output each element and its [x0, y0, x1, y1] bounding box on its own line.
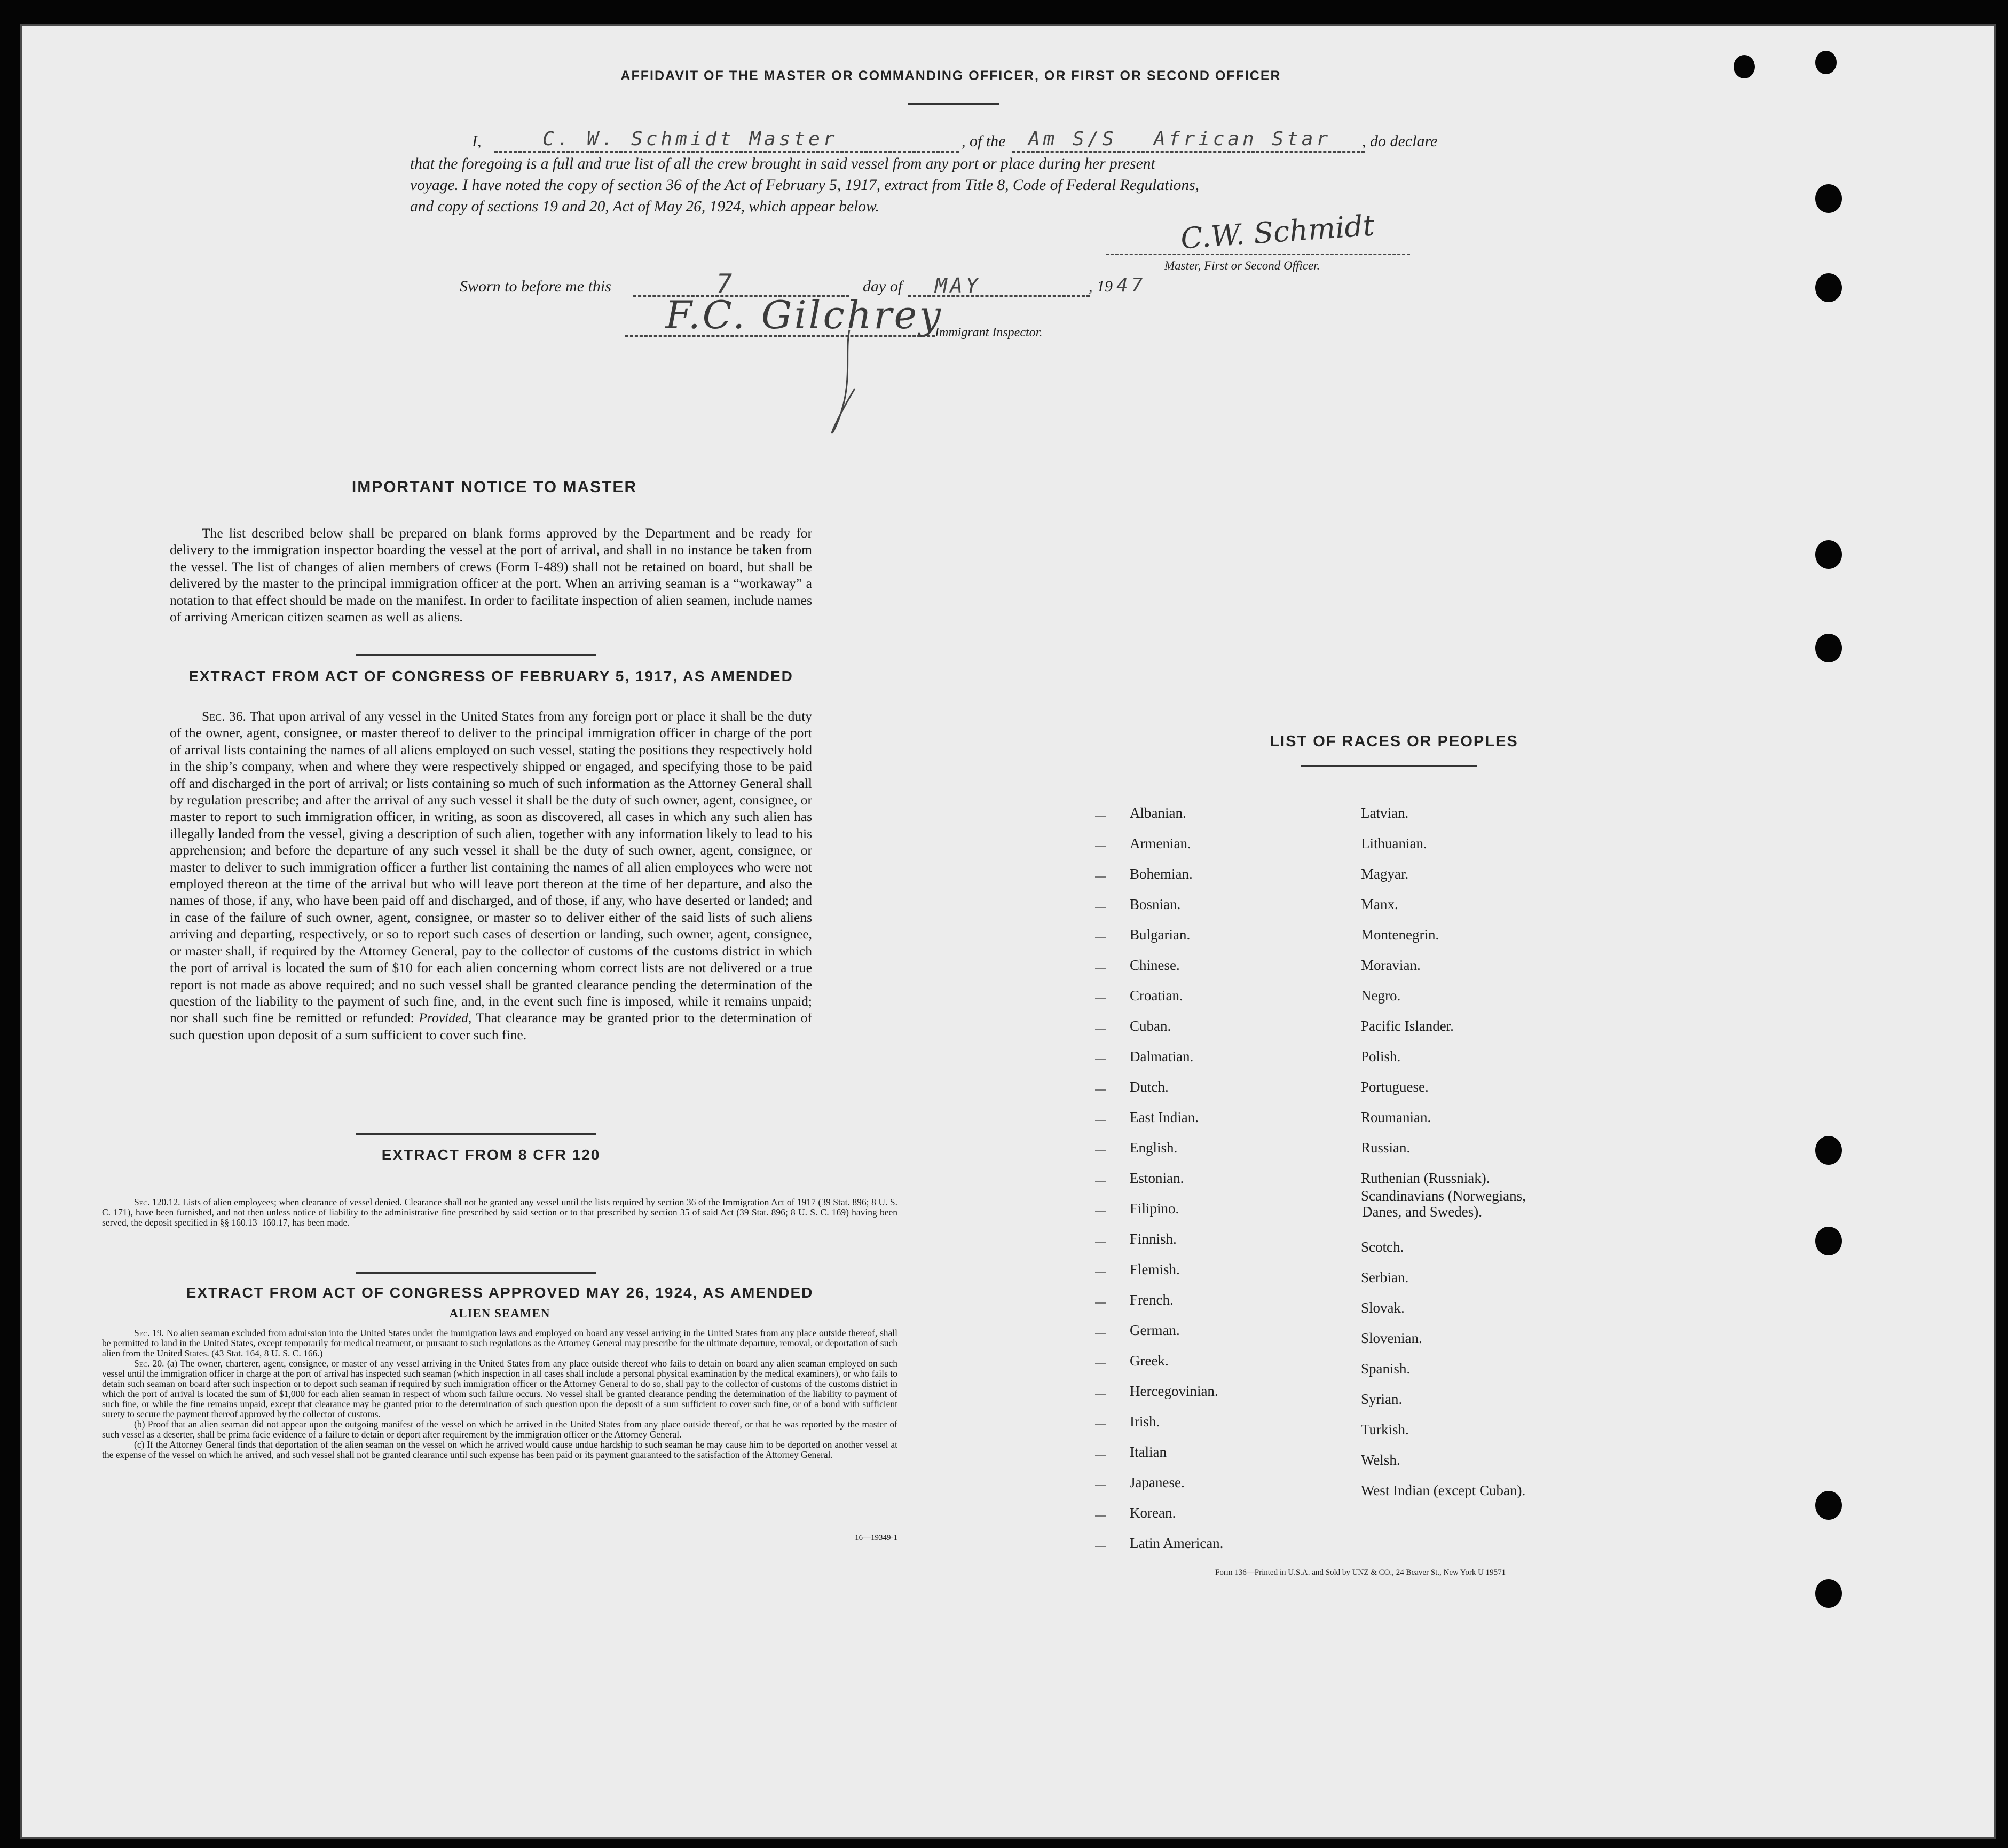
- race-left-item: English.: [1130, 1140, 1178, 1156]
- notice-paragraph: The list described below shall be prepared on blank forms approved by the Department and be ready for delivery to the immigration inspector boarding the vessel at the port of arrival, and shall in no instance be taken from the vessel. The list of changes of alien members of crews (Form I-489) shall not be retained on board, but shall be delivered by the master to the principal immigration officer at the port. When an arriving seaman is a “workaway” a notation to that effect should be made on the manifest. In order to facilitate inspection of alien seamen, include names of arriving American citizen seamen as well as aliens.: [170, 525, 812, 625]
- sec-20-label: Sec. 20.: [134, 1358, 164, 1369]
- race-right-item: Manx.: [1361, 896, 1398, 912]
- race-right-item: Negro.: [1361, 988, 1401, 1004]
- race-right-item: Russian.: [1361, 1140, 1411, 1156]
- margin-dash: [1095, 907, 1106, 908]
- race-right-item: Latvian.: [1361, 805, 1409, 821]
- punch-hole: [1815, 1579, 1842, 1608]
- notice-title: IMPORTANT NOTICE TO MASTER: [351, 478, 637, 496]
- race-right-item: Portuguese.: [1361, 1079, 1429, 1095]
- sec-19-label: Sec. 19.: [134, 1328, 164, 1338]
- inspector-signature-line: [625, 335, 935, 337]
- race-right-item: Polish.: [1361, 1048, 1401, 1064]
- race-left-item: Bosnian.: [1130, 896, 1181, 912]
- race-right-item: Lithuanian.: [1361, 835, 1427, 851]
- race-left-item: Hercegovinian.: [1130, 1383, 1218, 1399]
- vessel-name-handwritten: African Star: [1154, 128, 1332, 150]
- race-left-item: Albanian.: [1130, 805, 1186, 821]
- provided-word: Provided,: [419, 1010, 472, 1026]
- master-signature-line: [1106, 254, 1410, 255]
- vessel-name-line: [1012, 151, 1365, 153]
- extract-1917-divider: [356, 1133, 596, 1135]
- race-left-item: Dalmatian.: [1130, 1048, 1194, 1064]
- race-right-item: Pacific Islander.: [1361, 1018, 1454, 1034]
- cfr-title: EXTRACT FROM 8 CFR 120: [381, 1147, 601, 1163]
- margin-dash: [1095, 1515, 1106, 1517]
- margin-dash: [1095, 1333, 1106, 1334]
- race-left-item: Croatian.: [1130, 988, 1183, 1004]
- of-the-label: , of the: [962, 132, 1006, 150]
- year-prefix: , 19: [1089, 278, 1113, 295]
- sec-20c-paragraph: (c) If the Attorney General finds that deportation of the alien seaman on the vessel on which he arrived would cause undue hardship to such seaman he may cause him to be deported on another vessel at the expense of the vessel on which he arrived, and such vessel shall not be granted clearance until such expense has been paid or its payment guaranteed to the satisfaction of the Attorney General.: [102, 1439, 897, 1460]
- race-right-item: Magyar.: [1361, 866, 1409, 882]
- races-divider: [1301, 765, 1477, 767]
- margin-dash: [1095, 846, 1106, 847]
- title-divider: [908, 103, 999, 105]
- race-right-item: Danes, and Swedes).: [1362, 1204, 1482, 1220]
- form-code: 16—19349-1: [855, 1534, 897, 1542]
- race-left-item: Estonian.: [1130, 1170, 1184, 1186]
- sec-36-label: Sec. 36.: [202, 708, 246, 724]
- punch-hole: [1734, 55, 1755, 78]
- race-right-item: West Indian (except Cuban).: [1361, 1482, 1526, 1498]
- race-left-item: Bulgarian.: [1130, 927, 1191, 943]
- race-left-item: Irish.: [1130, 1413, 1160, 1430]
- race-right-item: Moravian.: [1361, 957, 1421, 973]
- punch-hole: [1815, 1136, 1842, 1165]
- margin-dash: [1095, 1150, 1106, 1151]
- notice-divider: [356, 654, 596, 656]
- extract-1917-title: EXTRACT FROM ACT OF CONGRESS OF FEBRUARY 5, 1917, AS AMENDED: [188, 668, 793, 684]
- vessel-prefix-handwritten: Am S/S: [1028, 128, 1117, 150]
- do-declare-label: , do declare: [1362, 132, 1438, 150]
- margin-dash: [1095, 1546, 1106, 1547]
- race-right-item: Montenegrin.: [1361, 927, 1439, 943]
- sworn-label: Sworn to before me this: [460, 278, 611, 295]
- margin-dash: [1095, 1181, 1106, 1182]
- punch-hole: [1815, 1227, 1842, 1255]
- race-left-item: Korean.: [1130, 1505, 1176, 1521]
- race-left-item: Finnish.: [1130, 1231, 1177, 1247]
- margin-dash: [1095, 1120, 1106, 1121]
- margin-dash: [1095, 1272, 1106, 1273]
- race-left-item: Japanese.: [1130, 1474, 1185, 1490]
- race-left-item: East Indian.: [1130, 1109, 1199, 1125]
- master-name-line: [494, 151, 959, 153]
- alien-seamen-subtitle: ALIEN SEAMEN: [449, 1307, 550, 1320]
- punch-hole: [1815, 273, 1842, 302]
- cfr-sec-label: Sec. 120.12.: [134, 1197, 180, 1207]
- cfr-text: [102, 1197, 897, 1228]
- races-title: LIST OF RACES OR PEOPLES: [1270, 733, 1518, 750]
- extract-1917-text: [170, 708, 812, 1043]
- margin-dash: [1095, 1089, 1106, 1091]
- punch-hole: [1815, 540, 1842, 569]
- margin-dash: [1095, 968, 1106, 969]
- master-caption: Master, First or Second Officer.: [1164, 259, 1320, 272]
- punch-hole: [1815, 634, 1842, 662]
- document-page: [20, 24, 1996, 1839]
- cfr-divider: [356, 1272, 596, 1274]
- race-right-item: Welsh.: [1361, 1452, 1400, 1468]
- margin-dash: [1095, 876, 1106, 878]
- race-right-item: Syrian.: [1361, 1391, 1403, 1407]
- margin-dash: [1095, 937, 1106, 938]
- sec-36-body: That upon arrival of any vessel in the United States from any foreign port or place it shall be the duty of the owner, agent, consignee, or master thereof to deliver to the principal immigration officer in charge of the port of arrival lists containing the names of all aliens employed on such vessel, stating the positions they respectively hold in the ship’s company, when and where they were respectively shipped or engaged, and specifying those to be paid off and discharged in the port of arrival; or lists containing so much of such information as the Attorney General shall by regulation prescribe; and after the arrival of any such vessel it shall be the duty of such owner, agent, consignee, or master to report to such immigration officer, in writing, as soon as discovered, all cases in which any such alien has illegally landed from the vessel, giving a description of such alien, together with any information likely to lead to his apprehension; and before the departure of any such vessel it shall be the duty of such owner, agent, consignee, or master to deliver to such immigration officer a further list containing the names of all alien employees who were not employed thereon at the time of the arrival but who will leave port thereon at the time of her departure, and also the names of those, if any, who have been paid off and discharged, and of those, if any, who have deserted or landed; and in case of the failure of such owner, agent, consignee, or master so to deliver either of the said lists of such aliens arriving and departing, respectively, or so to report such cases of desertion or landing, such owner, agent, consignee, or master shall, if required by the Attorney General, pay to the collector of customs of the customs district in which the port of arrival is located the sum of $10 for each alien concerning whom correct lists are not delivered or a true report is not made as above required; and no such vessel shall be granted clearance pending the determination of the question of the liability to the payment of such fine, and, in the event such fine is imposed, while it remains unpaid; nor shall such fine be remitted or refunded:: [170, 708, 813, 1026]
- race-left-item: Latin American.: [1130, 1535, 1224, 1551]
- margin-dash: [1095, 1485, 1106, 1486]
- race-left-item: Greek.: [1130, 1353, 1169, 1369]
- race-left-item: Armenian.: [1130, 835, 1191, 851]
- inspector-caption: Immigrant Inspector.: [935, 326, 1043, 339]
- master-name-handwritten: C. W. Schmidt Master: [542, 128, 838, 150]
- race-left-item: Italian: [1130, 1444, 1167, 1460]
- master-signature: C.W. Schmidt: [1179, 208, 1376, 256]
- sec-19-body: No alien seaman excluded from admission into the United States under the immigration laws and employed on board any vessel arriving in the United States from any place outside thereof, shall be permitted to land in the United States, except temporarily for medical treatment, or pursuant to such regulations as the Attorney General may prescribe for the ultimate departure, removal, or deportation of such alien from the United States. (43 Stat. 164, 8 U. S. C. 166.): [102, 1328, 898, 1359]
- race-right-item: Spanish.: [1361, 1361, 1411, 1377]
- margin-dash: [1095, 1363, 1106, 1364]
- sec-20b-paragraph: (b) Proof that an alien seaman did not appear upon the outgoing manifest of the vessel on which he arrived in the United States from any place outside thereof, or that he was reported by the master of such vessel as a deserter, shall be prima facie evidence of a failure to detain or deport after requirement by the immigration officer or the Attorney General.: [102, 1419, 897, 1440]
- margin-dash: [1095, 816, 1106, 817]
- race-right-item: Slovak.: [1361, 1300, 1405, 1316]
- margin-dash: [1095, 1424, 1106, 1425]
- race-left-item: Cuban.: [1130, 1018, 1171, 1034]
- sec-36-body-end: That clearance may be granted prior to the determination of such question upon deposit of a sum sufficient to cover such fine.: [170, 1010, 812, 1043]
- race-left-item: German.: [1130, 1322, 1180, 1338]
- margin-dash: [1095, 1394, 1106, 1395]
- race-right-item: Roumanian.: [1361, 1109, 1431, 1125]
- cfr-sec-body: Lists of alien employees; when clearance of vessel denied. Clearance shall not be granted any vessel until the lists required by section 36 of the Immigration Act of 1917 (39 Stat. 896; 8 U. S. C. 171), have been furnished, and not then unless notice of liability to the administrative fine prescribed by said section or to that prescribed by section 35 of said Act (39 Stat. 896; 8 U. S. C. 169) having been served, the deposit specified in §§ 160.13–160.17, has been made.: [102, 1197, 898, 1228]
- margin-dash: [1095, 1455, 1106, 1456]
- race-right-item: Turkish.: [1361, 1421, 1409, 1438]
- margin-dash: [1095, 1029, 1106, 1030]
- extract-1924-text: [102, 1328, 897, 1460]
- sec-19-paragraph: [102, 1328, 897, 1359]
- race-right-item: Scotch.: [1361, 1239, 1404, 1255]
- i-label: I,: [472, 132, 482, 150]
- race-right-item: Serbian.: [1361, 1269, 1409, 1285]
- margin-dash: [1095, 998, 1106, 999]
- form-footer: Form 136—Printed in U.S.A. and Sold by UNZ & CO., 24 Beaver St., New York U 19571: [1215, 1568, 1506, 1577]
- sworn-month-handwritten: MAY: [935, 274, 981, 297]
- punch-hole: [1815, 1491, 1842, 1520]
- race-left-item: Flemish.: [1130, 1261, 1180, 1277]
- affidavit-line-2: that the foregoing is a full and true list of all the crew brought in said vessel from any port or place during her present: [410, 155, 1155, 172]
- punch-hole: [1815, 51, 1837, 74]
- sec-20a-paragraph: [102, 1359, 897, 1419]
- punch-hole: [1815, 184, 1842, 213]
- sworn-day-handwritten: 7: [716, 268, 736, 299]
- race-right-item: Scandinavians (Norwegians,: [1361, 1188, 1526, 1204]
- race-left-item: Dutch.: [1130, 1079, 1169, 1095]
- race-left-item: French.: [1130, 1292, 1174, 1308]
- day-of-label: day of: [863, 278, 903, 295]
- affidavit-title: AFFIDAVIT OF THE MASTER OR COMMANDING OFFICER, OR FIRST OR SECOND OFFICER: [620, 68, 1281, 83]
- sec-20a-body: (a) The owner, charterer, agent, consignee, or master of any vessel arriving in the United States from any place outside thereof who fails to detain on board any alien seaman employed on such vessel until the immigration officer in charge at the port of arrival has inspected such seaman (which inspection in all cases shall include a personal physical examination by the medical examiners), or who fails to detain such seaman on board after such inspection or to deport such seaman if required by such immigration officer or the Attorney General to do so, shall pay to the collector of customs of the customs district in which the port of arrival is located the sum of $1,000 for each alien seaman in respect of whom such failure occurs. No vessel shall be granted clearance pending the determination of the liability to payment of such fine, or while the fine remains unpaid, except that clearance may be granted prior to the determination of such question upon the deposit of a sum sufficient to cover such fine, or of a bond with sufficient surety to secure the payment thereof approved by the collector of customs.: [102, 1358, 897, 1419]
- race-right-item: Ruthenian (Russniak).: [1361, 1170, 1490, 1186]
- year-handwritten: 47: [1116, 274, 1146, 296]
- race-left-item: Chinese.: [1130, 957, 1180, 973]
- margin-dash: [1095, 1059, 1106, 1060]
- affidavit-line-3: voyage. I have noted the copy of section 36 of the Act of February 5, 1917, extract from Title 8, Code of Federal Regulations,: [410, 177, 1199, 194]
- margin-dash: [1095, 1242, 1106, 1243]
- inspector-signature-flourish: [812, 325, 887, 442]
- race-left-item: Bohemian.: [1130, 866, 1193, 882]
- margin-dash: [1095, 1211, 1106, 1212]
- inspector-signature: F.C. Gilchrey: [665, 293, 943, 337]
- margin-dash: [1095, 1302, 1106, 1304]
- race-right-item: Slovenian.: [1361, 1330, 1422, 1346]
- affidavit-line-4: and copy of sections 19 and 20, Act of May 26, 1924, which appear below.: [410, 198, 879, 215]
- race-left-item: Filipino.: [1130, 1201, 1179, 1217]
- extract-1924-title: EXTRACT FROM ACT OF CONGRESS APPROVED MAY 26, 1924, AS AMENDED: [186, 1284, 814, 1301]
